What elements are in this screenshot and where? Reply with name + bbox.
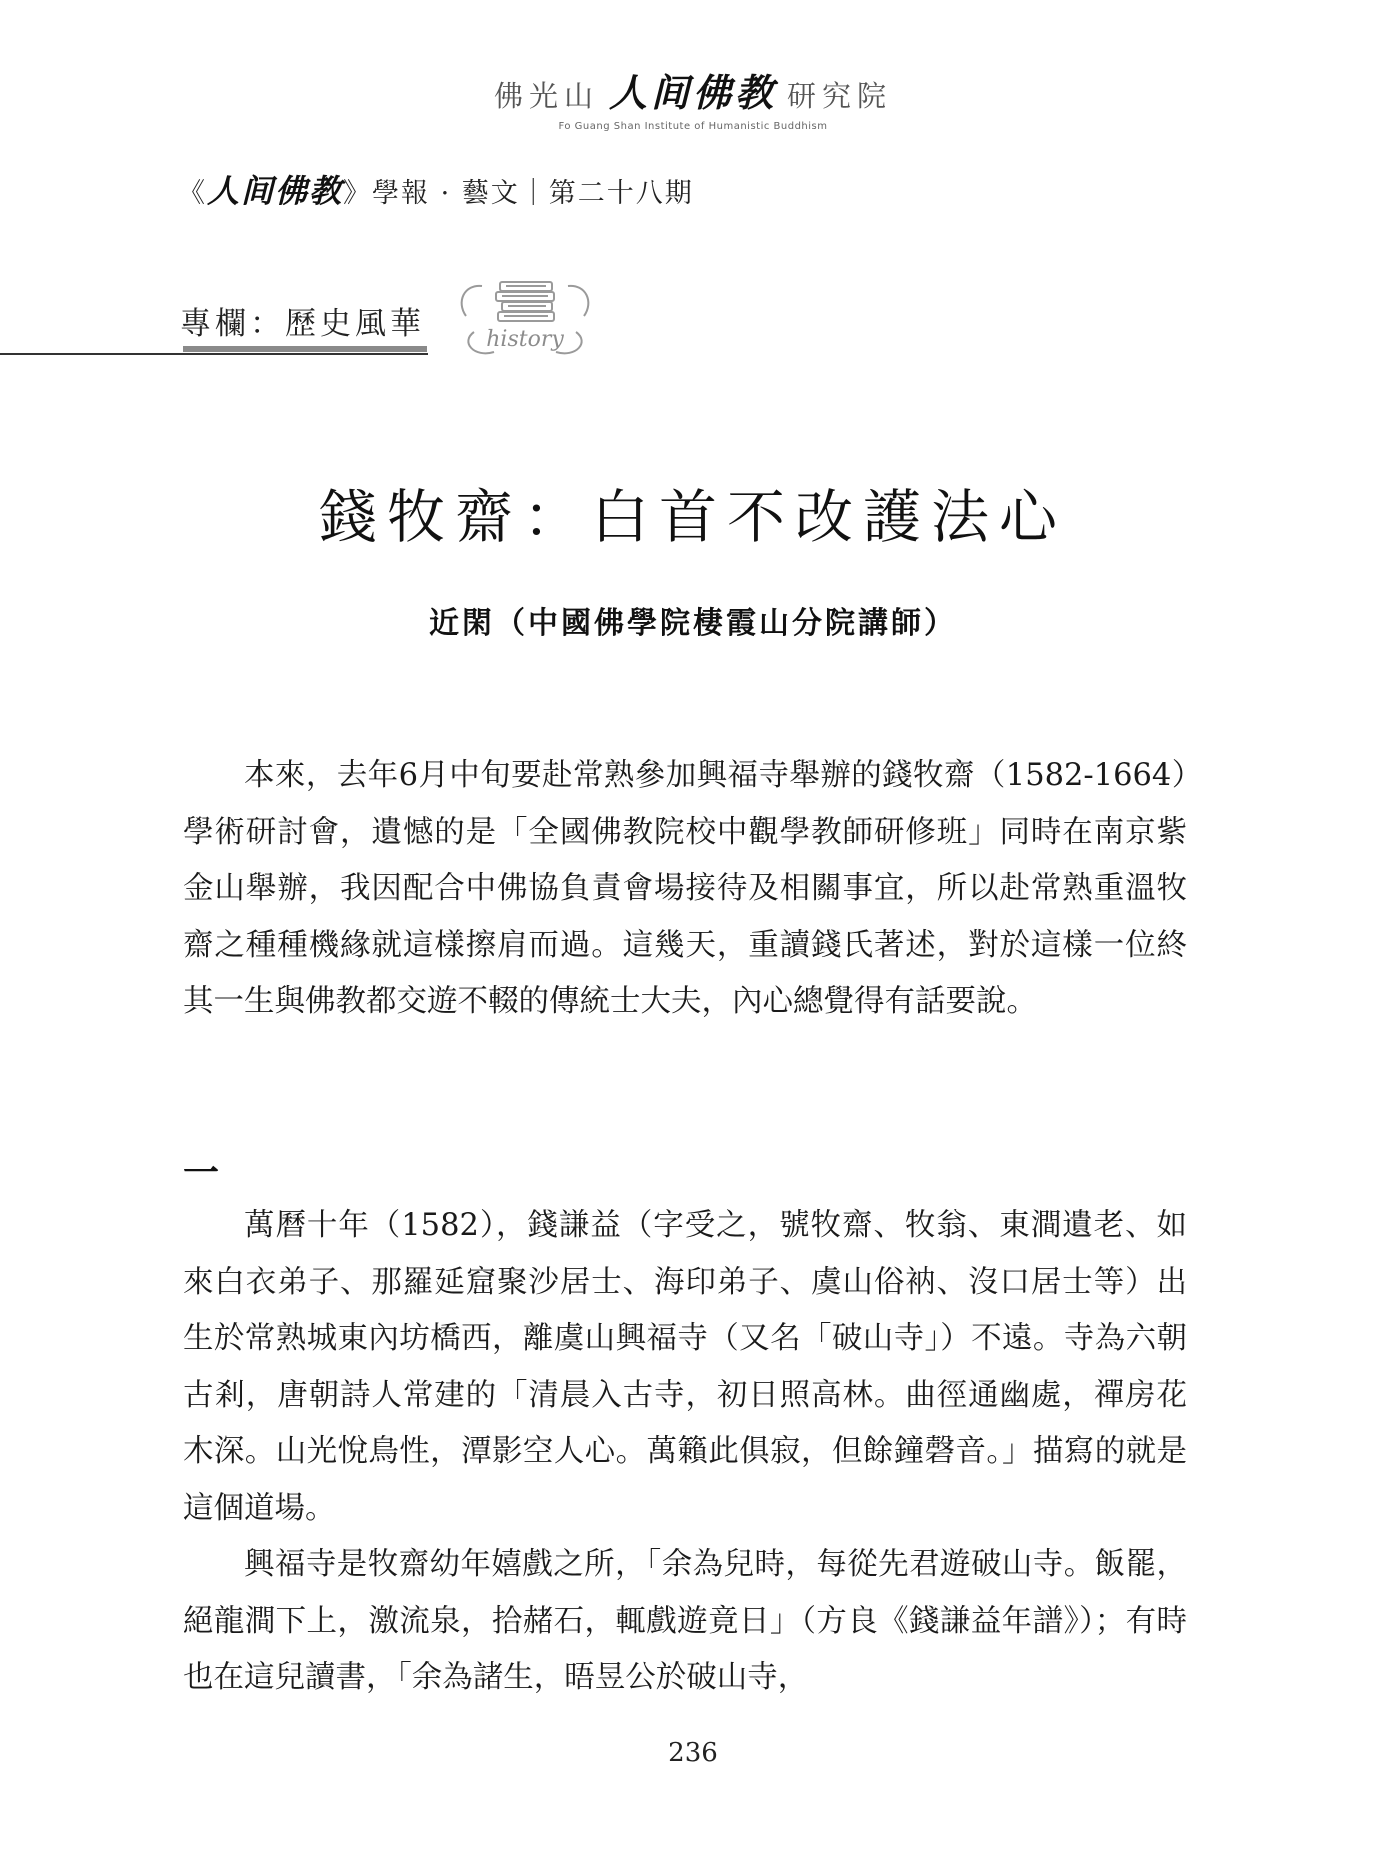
column-underline [183,346,427,352]
history-emblem-text: history [486,327,564,352]
section-heading: 一 [183,1152,220,1194]
history-books-icon [456,272,594,360]
institute-english-name: Fo Guang Shan Institute of Humanistic Buddhism [558,121,828,132]
paragraph-3: 興福寺是牧齋幼年嬉戲之所，「余為兒時，每從先君遊破山寺。飯罷，絕龍澗下上，激流泉，拾赭石，輒戲遊竟日」（方良《錢謙益年譜》）；有時也在這兒讀書，「余為諸生，晤昱公於破山寺， [183,1547,1187,1695]
institute-header [0,62,1386,132]
page-number: 236 [668,1738,718,1768]
journal-running-head [178,166,694,212]
column-rule [0,353,428,355]
journal-brand: 人间佛教 [207,172,344,210]
institute-suffix: 研究院 [787,79,893,113]
institute-name [0,62,1386,117]
institute-brand-logo: 人间佛教 [608,70,777,115]
article-author: 近閑（中國佛學院棲霞山分院講師） [429,606,957,641]
journal-open-bracket: 《 [178,178,207,209]
institute-prefix: 佛光山 [493,79,599,113]
article-title: 錢牧齋：白首不改護法心 [318,483,1067,551]
paragraph-2: 萬曆十年（1582），錢謙益（字受之，號牧齋、牧翁、東澗遺老、如來白衣弟子、那羅延窟聚沙居士、海印弟子、虞山俗衲、沒口居士等）出生於常熟城東內坊橋西，離虞山興福寺（又名「破山寺」）不遠。寺為六朝古剎，唐朝詩人常建的「清晨入古寺，初日照高林。曲徑通幽處，禪房花木深。山光悅鳥性，潭影空人心。萬籟此俱寂，但餘鐘磬音。」描寫的就是這個道場。 [183,1208,1187,1526]
journal-issue: 》學報 · 藝文｜第二十八期 [343,178,694,209]
column-label: 專欄：歷史風華 [180,306,425,342]
paragraph-1: 本來，去年6月中旬要赴常熟參加興福寺舉辦的錢牧齋（1582-1664）學術研討會，遺憾的是「全國佛教院校中觀學教師研修班」同時在南京紫金山舉辦，我因配合中佛協負責會場接待及相關事宜，所以赴常熟重溫牧齋之種種機緣就這樣擦肩而過。這幾天，重讀錢氏著述，對於這樣一位終其一生與佛教都交遊不輟的傳統士大夫，內心總覺得有話要說。 [183,758,1187,1019]
